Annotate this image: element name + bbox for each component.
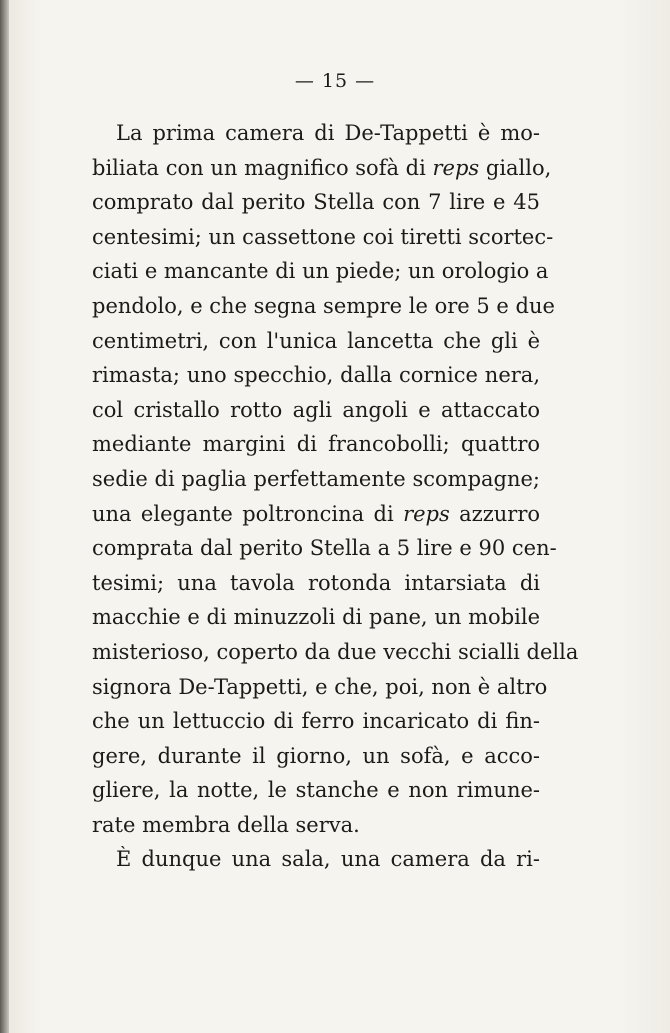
text-segment: centimetri, con l'unica lancetta che gli è — [92, 328, 540, 353]
text-segment: una elegante poltroncina di — [92, 501, 404, 526]
text-segment: col cristallo rotto agli angoli e attaccato — [92, 397, 540, 422]
text-line — [92, 220, 554, 255]
text-segment: pendolo, e che segna sempre le ore 5 e due — [92, 293, 555, 318]
text-line — [92, 324, 540, 359]
page-number: — 15 — — [294, 70, 376, 92]
text-segment: che un lettuccio di ferro incaricato di fin- — [92, 709, 540, 734]
text-line — [92, 427, 540, 462]
text-line — [92, 185, 540, 220]
text-line — [92, 393, 540, 428]
text-segment: tesimi; una tavola rotonda intarsiata di — [92, 570, 540, 595]
text-line — [92, 808, 540, 843]
text-segment: comprato dal perito Stella con 7 lire e 45 — [92, 190, 540, 215]
text-segment: misterioso, coperto da due vecchi scialli della — [92, 639, 579, 664]
text-segment: azzurro — [449, 501, 540, 526]
text-segment: rate membra della serva. — [92, 812, 360, 837]
text-line — [92, 462, 540, 497]
text-segment: gliere, la notte, le stanche e non rimune- — [92, 778, 540, 803]
text-line — [92, 842, 540, 877]
italic-word: reps — [432, 155, 480, 180]
text-line — [92, 704, 540, 739]
text-line — [92, 358, 540, 393]
text-segment: comprata dal perito Stella a 5 lire e 90 cen- — [92, 536, 557, 561]
text-line — [92, 635, 579, 670]
text-line — [92, 289, 555, 324]
text-segment: centesimi; un cassettone coi tiretti scortec- — [92, 224, 554, 249]
page-binding-edge — [0, 0, 9, 1033]
text-segment: sedie di paglia perfettamente scompagne; — [92, 466, 540, 491]
text-segment: mediante margini di francobolli; quattro — [92, 432, 540, 457]
text-line — [92, 600, 540, 635]
body-text — [92, 116, 579, 877]
text-line — [92, 497, 540, 532]
text-line — [92, 116, 540, 151]
text-segment: macchie e di minuzzoli di pane, un mobile — [92, 605, 540, 630]
text-segment: gere, durante il giorno, un sofà, e acco- — [92, 743, 540, 768]
italic-word: reps — [403, 501, 450, 526]
text-line — [92, 670, 548, 705]
text-segment: signora De-Tappetti, e che, poi, non è altro — [92, 674, 548, 699]
text-line — [92, 151, 552, 186]
text-line — [92, 739, 540, 774]
text-line — [92, 566, 540, 601]
text-segment: ciati e mancante di un piede; un orologio a — [92, 259, 549, 284]
text-line — [92, 531, 557, 566]
text-segment: biliata con un magnifico sofà di — [92, 155, 433, 180]
text-line — [92, 254, 549, 289]
text-line — [92, 773, 540, 808]
text-segment: giallo, — [479, 155, 552, 180]
text-segment: rimasta; uno specchio, dalla cornice nera, — [92, 363, 540, 388]
text-segment: La prima camera di De-Tappetti è mo- — [116, 121, 540, 145]
text-segment: È dunque una sala, una camera da ri- — [116, 847, 540, 872]
